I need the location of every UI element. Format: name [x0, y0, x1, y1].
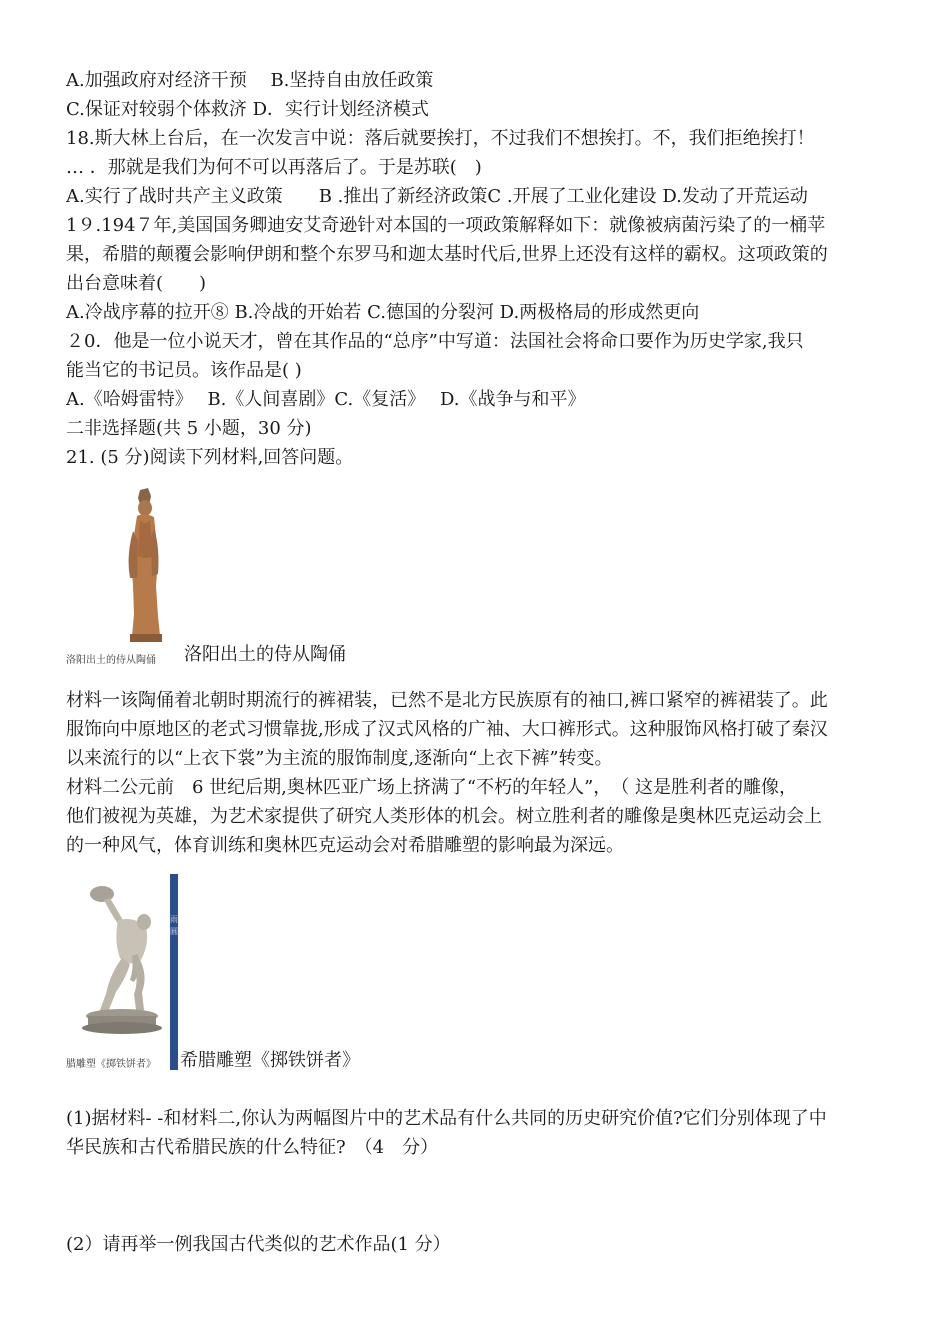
figure1-caption: 洛阳出土的侍从陶俑	[184, 644, 346, 665]
q21-intro: 21. (5 分)阅读下列材料,回答问题。	[66, 447, 354, 468]
figure2-caption: 希腊雕塑《掷铁饼者》	[180, 1050, 360, 1071]
figure2-bar-text: 雨 圓	[170, 915, 178, 936]
q20-stem-line1: ２0．他是一位小说天才，曾在其作品的“总序”中写道：法国社会将命口要作为历史学家,我只	[66, 331, 804, 352]
q18-options: A.实行了战时共产主义政策 B .推出了新经济政策C .开展了工业化建设 D.发动了开荒运动	[66, 186, 808, 207]
discobolus-statue-image	[70, 882, 170, 1042]
q17-options-line1: A.加强政府对经济干预 B.坚持自由放任政策	[66, 70, 434, 91]
section2-title: 二非选择题(共 5 小题，30 分)	[66, 418, 312, 439]
figure2-side-bar	[170, 874, 178, 1070]
material1-line3: 以来流行的以“上衣下裳”为主流的服饰制度,逐渐向“上衣下裤”转变。	[66, 748, 613, 769]
q19-stem-line2: 果，希腊的颠覆会影响伊朗和整个东罗马和迦太基时代后,世界上还没有这样的霸权。这项政策的	[66, 244, 828, 265]
q20-options: A.《哈姆雷特》 B.《人间喜剧》C.《复活》 D.《战争与和平》	[66, 389, 586, 410]
material1-line2: 服饰向中原地区的老式习惯靠拢,形成了汉式风格的广袖、大口裤形式。这种服饰风格打破了秦汉	[66, 719, 828, 740]
material1-line1: 材料一该陶俑着北朝时期流行的裤裙装，已然不是北方民族原有的袖口,裤口紧窄的裤裙装了。此	[66, 690, 828, 711]
document-content	[66, 66, 890, 1259]
q19-stem-line1: 1９.194７年,美国国务卿迪安艾奇逊针对本国的一项政策解释如下：就像被病菌污染了的一桶苹	[66, 215, 826, 236]
q19-stem-line3: 出台意味着( )	[66, 273, 207, 294]
q17-options-line2: C.保证对较弱个体救济 D．实行计划经济模式	[66, 99, 430, 120]
q18-stem-line1: 18.斯大林上台后，在一次发言中说：落后就要挨打，不过我们不想挨打。不，我们拒绝挨打！	[66, 128, 815, 149]
q18-stem-line2: … ．那就是我们为何不可以再落后了。于是苏联( )	[66, 157, 482, 178]
figure-discobolus	[66, 874, 890, 1086]
q19-options: A.冷战序幕的拉开⑧ B.冷战的开始若 C.德国的分裂河 D.两极格局的形成然更向	[66, 302, 700, 323]
q20-stem-line2: 能当它的书记员。该作品是( )	[66, 360, 302, 381]
question2-line1: (2）请再举一例我国古代类似的艺术作品(1 分）	[66, 1234, 451, 1255]
material2-line2: 他们被视为英雄，为艺术家提供了研究人类形体的机会。树立胜利者的雕像是奥林匹克运动会上	[66, 806, 822, 827]
figure1-small-caption: 洛阳出土的侍从陶俑	[66, 655, 156, 666]
material2-line1: 材料二公元前 6 世纪后期,奥林匹亚广场上挤满了“不朽的年轻人”， （ 这是胜利者的雕像，	[66, 777, 798, 798]
terracotta-figurine-image	[110, 486, 180, 646]
question1-line1: (1)据材料- -和材料二,你认为两幅图片中的艺术品有什么共同的历史研究价值?它们分别体现了中	[66, 1108, 827, 1129]
figure-terracotta	[66, 476, 890, 686]
figure2-small-caption: 腊雕塑《掷铁饼者》	[66, 1059, 156, 1070]
material2-line3: 的一种风气，体育训练和奥林匹克运动会对希腊雕塑的影响最为深远。	[66, 835, 624, 856]
question1-line2: 华民族和古代希腊民族的什么特征? （4 分）	[66, 1137, 439, 1158]
